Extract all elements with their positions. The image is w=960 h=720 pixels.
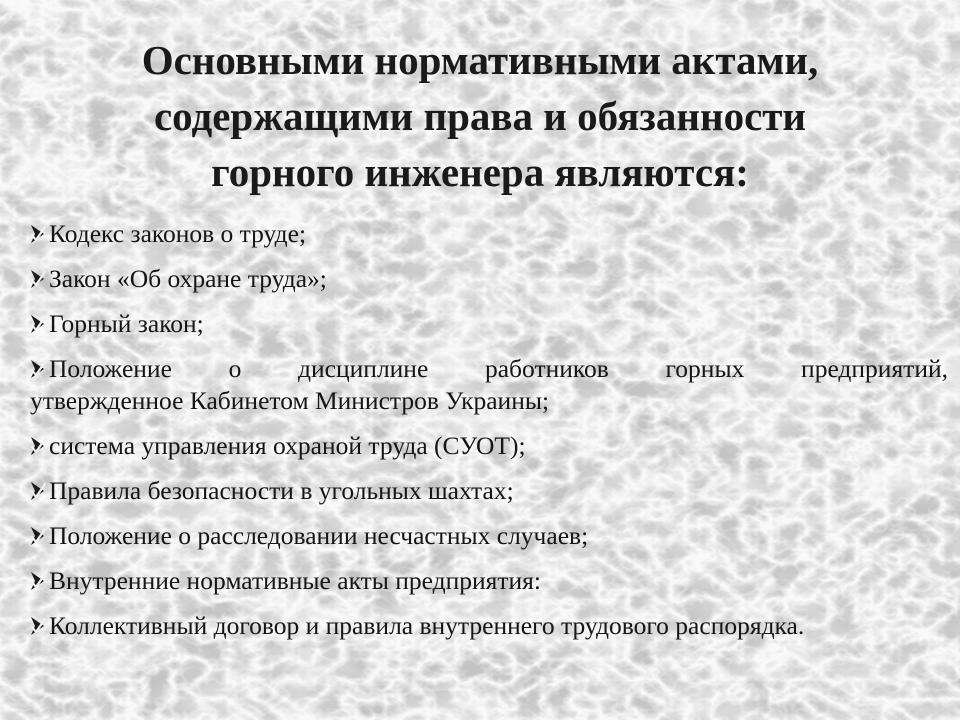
slide-title-line: Основными нормативными актами, <box>141 37 819 83</box>
slide-title <box>60 32 900 200</box>
list-item <box>30 565 948 597</box>
list-item-text: Кодекс законов о труде; <box>49 219 307 248</box>
arrowhead-check-bullet-icon <box>30 266 48 288</box>
arrowhead-check-bullet-icon <box>30 433 48 455</box>
arrowhead-check-bullet-icon <box>30 356 48 378</box>
list-item <box>30 610 948 642</box>
list-item <box>30 353 948 417</box>
arrowhead-check-bullet-icon <box>30 478 48 500</box>
list-item-text: Коллективный договор и правила внутреннего трудового распорядка. <box>49 611 805 640</box>
list-item-text: Положение о дисциплине работников горных предприятий, <box>49 354 948 383</box>
list-item-text: утвержденное Кабинетом Министров Украины; <box>30 386 550 415</box>
arrowhead-check-bullet-icon <box>30 568 48 590</box>
list-item-text: Горный закон; <box>49 309 204 338</box>
slide-title-line: содержащими права и обязанности <box>153 93 807 139</box>
arrowhead-check-bullet-icon <box>30 523 48 545</box>
bullet-list <box>30 218 948 655</box>
list-item-text: Положение о расследовании несчастных случаев; <box>49 521 589 550</box>
arrowhead-check-bullet-icon <box>30 221 48 243</box>
list-item <box>30 263 948 295</box>
arrowhead-check-bullet-icon <box>30 311 48 333</box>
list-item <box>30 218 948 250</box>
list-item-text: Закон «Об охране труда»; <box>49 264 327 293</box>
slide-title-line: горного инженера являются: <box>211 149 749 195</box>
list-item-text: система управления охраной труда (СУОТ); <box>49 431 526 460</box>
list-item-text: Внутренние нормативные акты предприятия: <box>49 566 541 595</box>
arrowhead-check-bullet-icon <box>30 613 48 635</box>
list-item <box>30 430 948 462</box>
list-item <box>30 520 948 552</box>
list-item <box>30 308 948 340</box>
list-item <box>30 475 948 507</box>
list-item-text: Правила безопасности в угольных шахтах; <box>49 476 514 505</box>
